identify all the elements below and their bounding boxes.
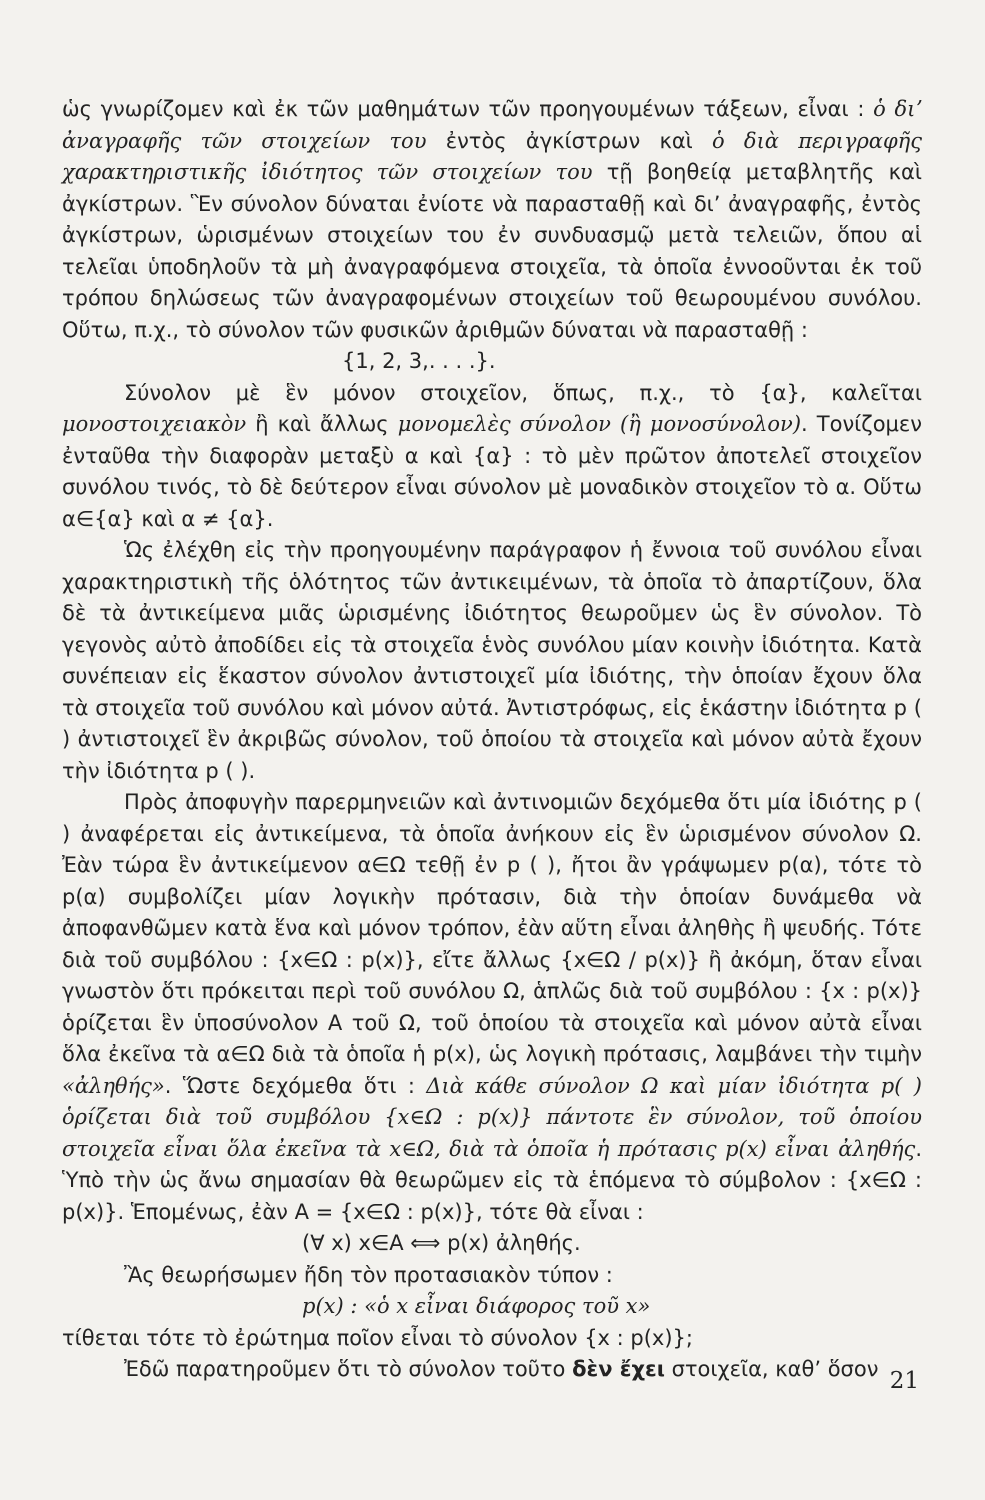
paragraph-question: τίθεται τότε τὸ ἐρώτημα ποῖον εἶναι τὸ σύνολον {x : p(x)}; [62,1325,693,1350]
italic-definition: Διὰ κάθε σύνολον Ω καὶ μίαν ἰδιότητα p( ) ὁρίζεται διὰ τοῦ συμβόλου {x∈Ω : p(x)} πάντοτε ἓν σύνολον, τοῦ ὁποίου στοιχεῖα εἶναι ὅλα ἐκεῖνα τὰ x∈Ω, διὰ τὰ ὁποῖα ἡ πρότασις p(x) εἶναι ἀληθής [62,1073,922,1161]
formula-natural-numbers: {1, 2, 3,. . . .}. [342,349,496,373]
italic-term: ὁ διʼ ἀναγραφῆς τῶν στοιχείων του [62,97,922,153]
bold-term: δὲν ἔχει [572,1357,665,1381]
body-text [62,94,922,1386]
italic-term: μονοστοιχειακὸν [62,412,247,436]
italic-term: μονομελὲς σύνολον (ἢ μονοσύνολον) [397,412,802,436]
text-run: τῇ βοηθείᾳ μεταβλητῆς καὶ ἀγκίστρων. Ἓν σύνολον δύναται ἐνίοτε νὰ παρασταθῇ καὶ διʼ ἀναγραφῆς, ἐντὸς ἀγκίστρων, ὡρισμένων στοιχείων του ἐν συνδυασμῷ μετὰ τελειῶν, ὅπου αἱ τελεῖαι ὑποδηλοῦν τὰ μὴ ἀναγραφόμενα στοιχεῖα, τὰ ὁποῖα ἐννοοῦνται ἐκ τοῦ τρόπου δηλώσεως τῶν ἀναγραφομένων στοιχείων τοῦ θεωρουμένου συνόλου. Οὕτω, π.χ., τὸ σύνολον τῶν φυσικῶν ἀριθμῶν δύναται νὰ παρασταθῇ : [62,160,922,342]
paragraph-set-notation [62,94,922,346]
paragraph-observation [62,1354,922,1386]
text-run: Σύνολον μὲ ἓν μόνον στοιχεῖον, ὅπως, π.χ., τὸ {α}, καλεῖται [124,380,922,405]
formula-propositional [62,1291,922,1323]
italic-formula: p(x) : «ὁ x εἶναι διάφορος τοῦ x» [302,1294,651,1318]
paragraph-consider: Ἂς θεωρήσωμεν ἤδη τὸν προτασιακὸν τύπον : [124,1262,613,1287]
formula-membership: (∀ x) x∈A ⟺ p(x) ἀληθής. [302,1231,581,1255]
text-run: . Τονίζομεν ἐνταῦθα τὴν διαφορὰν μεταξὺ α καὶ {α} : τὸ μὲν πρῶτον ἀποτελεῖ στοιχεῖον συνόλου τινός, τὸ δὲ δεύτερον εἶναι σύνολον μὲ μοναδικὸν στοιχεῖον τὸ α. Οὕτω α∈{α} καὶ α ≠ {α}. [62,412,922,531]
text-run: Ἐδῶ παρατηροῦμεν ὅτι τὸ σύνολον τοῦτο [124,1357,573,1381]
paragraph-property: Ὡς ἐλέχθη εἰς τὴν προηγουμένην παράγραφον ἡ ἔννοια τοῦ συνόλου εἶναι χαρακτηριστικὴ τῆς ὁλότητος τῶν ἀντικειμένων, τὰ ὁποῖα τὸ ἀπαρτίζουν, ὅλα δὲ τὰ ἀντικείμενα μιᾶς ὡρισμένης ἰδιότητος θεωροῦμεν ὡς ἓν σύνολον. Τὸ γεγονὸς αὐτὸ ἀποδίδει εἰς τὰ στοιχεῖα ἑνὸς συνόλου μίαν κοινὴν ἰδιότητα. Κατὰ συνέπειαν εἰς ἕκαστον σύνολον ἀντιστοιχεῖ μία ἰδιότης, τὴν ὁποίαν ἔχουν ὅλα τὰ στοιχεῖα τοῦ συνόλου καὶ μόνον αὐτά. Ἀντιστρόφως, εἰς ἑκάστην ἰδιότητα p ( ) ἀντιστοιχεῖ ἓν ἀκριβῶς σύνολον, τοῦ ὁποίου τὰ στοιχεῖα καὶ μόνον αὐτὰ ἔχουν τὴν ἰδιότητα p ( ). [62,538,922,783]
text-run: . Ὥστε δεχόμεθα ὅτι : [164,1073,427,1098]
text-run: ἢ καὶ ἄλλως [246,412,398,436]
text-run: ὡς γνωρίζομεν καὶ ἐκ τῶν μαθημάτων τῶν προηγουμένων τάξεων, εἶναι : [62,97,874,121]
page-number: 21 [889,1368,919,1394]
italic-term: «ἀληθής» [62,1073,165,1098]
text-run: Πρὸς ἀποφυγὴν παρερμηνειῶν καὶ ἀντινομιῶν δεχόμεθα ὅτι μία ἰδιότης p ( ) ἀναφέρεται εἰς ἀντικείμενα, τὰ ὁποῖα ἀνήκουν εἰς ἓν ὡρισμένον σύνολον Ω. Ἐὰν τώρα ἓν ἀντικείμενον α∈Ω τεθῇ ἐν p ( ), ἤτοι ἂν γράψωμεν p(α), τότε τὸ p(α) συμβολίζει μίαν λογικὴν πρότασιν, διὰ τὴν ὁποίαν δυνάμεθα νὰ ἀποφανθῶμεν κατὰ ἕνα καὶ μόνον τρόπον, ἐὰν αὕτη εἶναι ἀληθὴς ἢ ψευδής. Τότε διὰ τοῦ συμβόλου : {x∈Ω : p(x)}, εἴτε ἄλλως {x∈Ω / p(x)} ἢ ἀκόμη, ὅταν εἶναι γνωστὸν ὅτι πρόκειται περὶ τοῦ συνόλου Ω, ἁπλῶς διὰ τοῦ συμβόλου : {x : p(x)} ὁρίζεται ἓν ὑποσύνολον A τοῦ Ω, τοῦ ὁποίου τὰ στοιχεῖα καὶ μόνον αὐτὰ εἶναι ὅλα ἐκεῖνα τὰ α∈Ω διὰ τὰ ὁποῖα ἡ p(x), ὡς λογικὴ πρότασις, λαμβάνει τὴν τιμὴν [62,790,922,1066]
text-run: . Ὑπὸ τὴν ὡς ἄνω σημασίαν θὰ θεωρῶμεν εἰς τὰ ἑπόμενα τὸ σύμβολον : {x∈Ω : p(x)}. Ἑπομένως, ἐὰν A = {x∈Ω : p(x)}, τότε θὰ εἶναι : [62,1136,922,1224]
italic-term: ὁ διὰ περιγραφῆς χαρακτηριστικῆς ἰδιότητος τῶν στοιχείων του [62,128,923,184]
text-run: στοιχεῖα, καθʼ ὅσον [664,1357,879,1381]
paragraph-singleton [62,378,922,536]
text-run: ἐντὸς ἀγκίστρων καὶ [426,128,713,153]
paragraph-definition [62,787,922,1228]
